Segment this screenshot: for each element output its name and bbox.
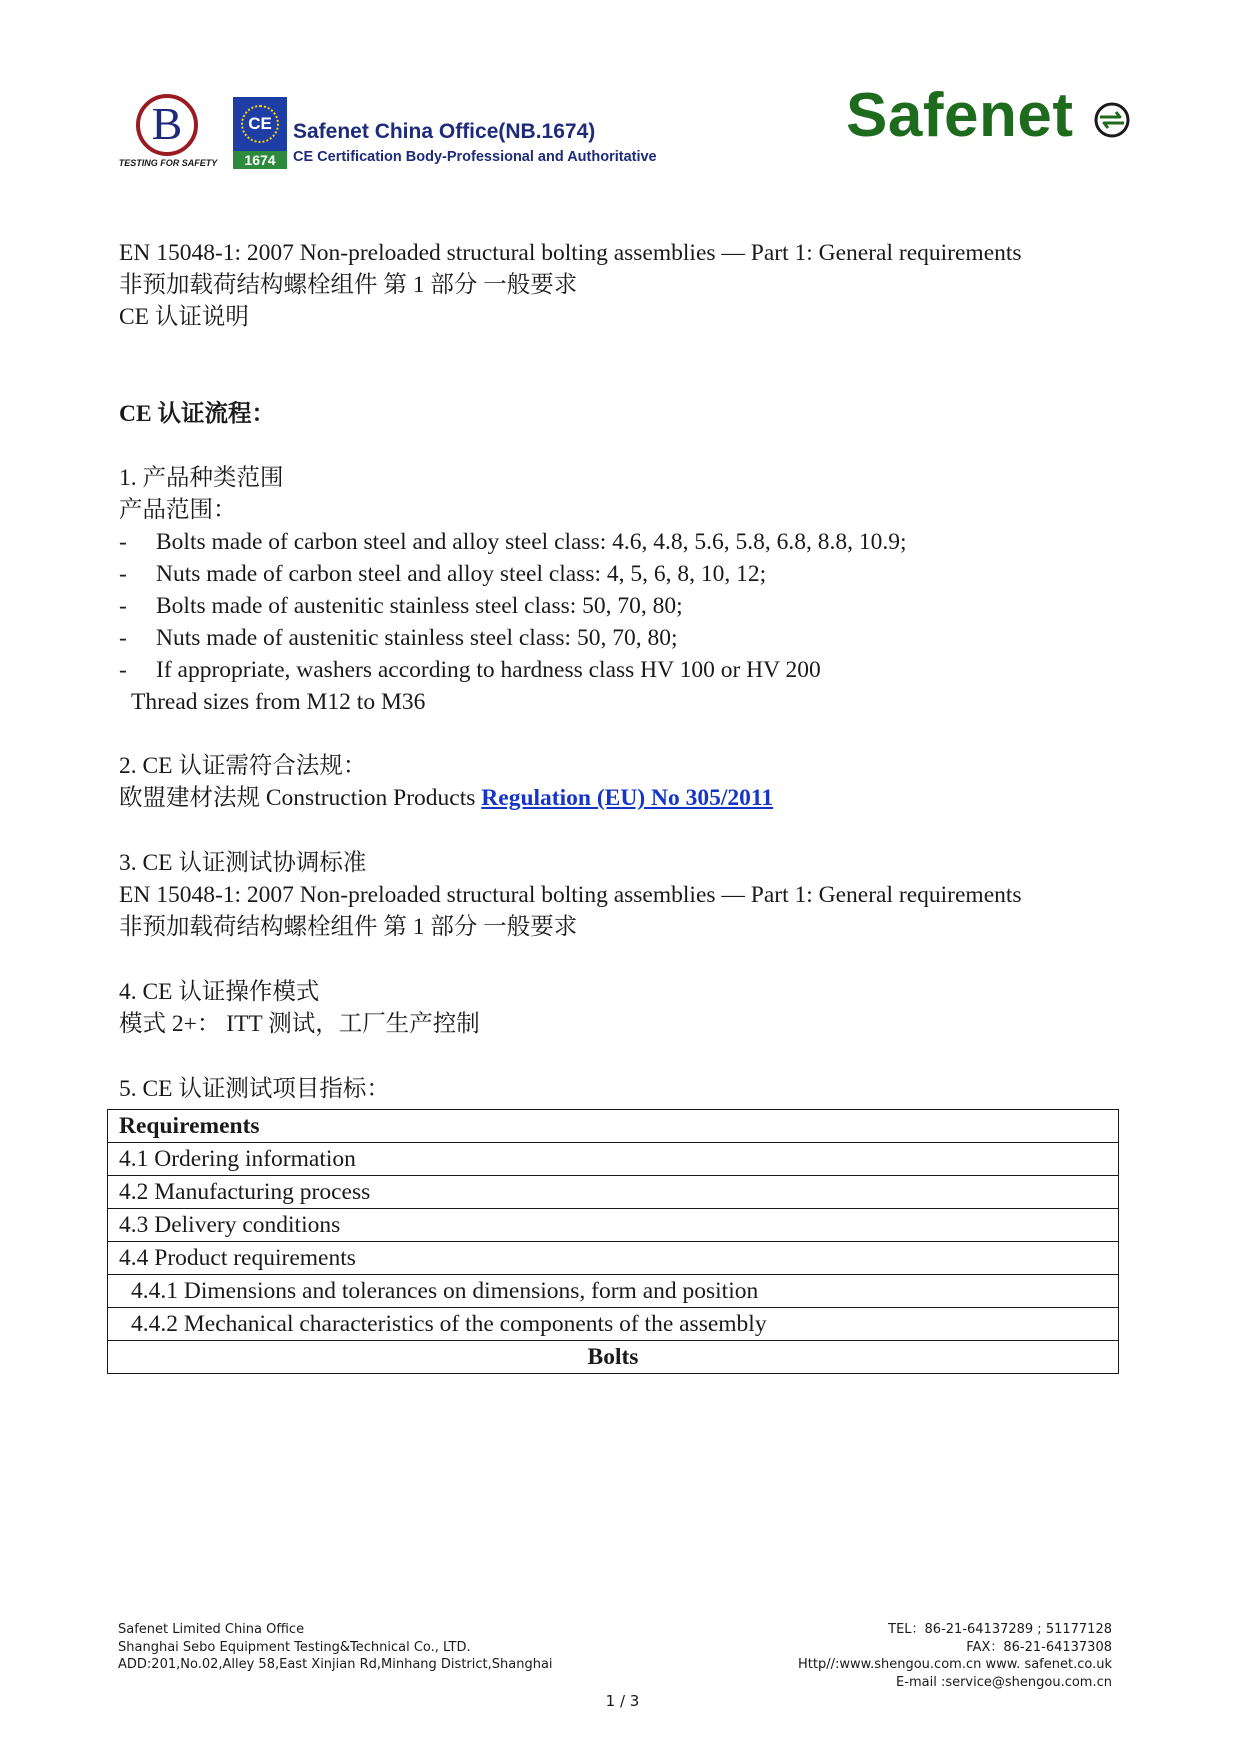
table-row [108, 1209, 1119, 1242]
list-item-text: Nuts made of austenitic stainless steel class: 50, 70, 80; [156, 625, 678, 651]
testing-for-safety-logo [118, 94, 218, 174]
circle-arrow-icon [1092, 100, 1132, 140]
table-cell: 4.2 Manufacturing process [108, 1176, 1119, 1209]
table-header: Requirements [108, 1110, 1119, 1143]
doc-subject: CE 认证说明 [119, 304, 249, 330]
logo-caption: TESTING FOR SAFETY [118, 158, 218, 168]
table-row [108, 1308, 1119, 1341]
regulation-line [119, 782, 773, 815]
footer-company-name: Safenet Limited China Office [118, 1622, 305, 1637]
table-row [108, 1176, 1119, 1209]
table-cell: 4.4.1 Dimensions and tolerances on dimensions, form and position [108, 1275, 1119, 1308]
list-item-text: Nuts made of carbon steel and alloy steel class: 4, 5, 6, 8, 10, 12; [156, 561, 767, 587]
footer-contact-info [798, 1621, 1112, 1691]
harmonised-standard-en: EN 15048-1: 2007 Non-preloaded structural bolting assemblies — Part 1: General requirements [119, 882, 1022, 908]
section-1-subtitle: 产品范围： [119, 497, 237, 523]
footer-websites: Http//:www.shengou.com.cn www. safenet.co.uk [798, 1657, 1112, 1672]
table-row [108, 1275, 1119, 1308]
list-item-text: If appropriate, washers according to hardness class HV 100 or HV 200 [156, 657, 821, 683]
section-4-title: 4. CE 认证操作模式 [119, 979, 320, 1005]
office-subtitle: CE Certification Body-Professional and Authoritative [293, 149, 657, 165]
table-subheader-row [108, 1341, 1119, 1374]
footer-fax: FAX：86-21-64137308 [966, 1639, 1112, 1655]
standard-title-en: EN 15048-1: 2007 Non-preloaded structural bolting assemblies — Part 1: General requirements [119, 240, 1022, 266]
table-cell: 4.3 Delivery conditions [108, 1209, 1119, 1242]
thread-sizes: Thread sizes from M12 to M36 [131, 689, 426, 715]
section-2-title: 2. CE 认证需符合法规： [119, 753, 367, 779]
table-cell: 4.4 Product requirements [108, 1242, 1119, 1275]
bullet: - [119, 625, 127, 651]
logo-letter: B [151, 98, 183, 149]
footer-company-info [118, 1621, 553, 1674]
requirements-table [107, 1109, 1119, 1374]
office-title: Safenet China Office(NB.1674) [293, 120, 596, 143]
bullet: - [119, 529, 127, 555]
section-3-title: 3. CE 认证测试协调标准 [119, 850, 367, 876]
section-1-title: 1. 产品种类范围 [119, 465, 284, 491]
table-header-row [108, 1110, 1119, 1143]
eu-flag [233, 97, 287, 151]
bullet: - [119, 561, 127, 587]
table-cell: 4.1 Ordering information [108, 1143, 1119, 1176]
page-number: 1 / 3 [605, 1692, 640, 1710]
brand-wordmark: Safenet [846, 81, 1074, 150]
regulation-prefix: 欧盟建材法规 Construction Products [119, 785, 482, 811]
table-row [108, 1242, 1119, 1275]
bullet: - [119, 593, 127, 619]
process-heading: CE 认证流程： [119, 401, 276, 427]
footer-address: ADD:201,No.02,Alley 58,East Xinjian Rd,Minhang District,Shanghai [118, 1657, 553, 1672]
harmonised-standard-cn: 非预加载荷结构螺栓组件 第 1 部分 一般要求 [119, 914, 578, 940]
notified-body-number: 1674 [233, 151, 287, 169]
section-5-title: 5. CE 认证测试项目指标： [119, 1076, 390, 1102]
ce-mark: CE [248, 114, 272, 133]
ce-notified-body-logo [233, 97, 287, 169]
list-item-text: Bolts made of austenitic stainless steel class: 50, 70, 80; [156, 593, 683, 619]
footer-email: E-mail :service@shengou.com.cn [896, 1674, 1112, 1690]
operation-mode: 模式 2+： ITT 测试，工厂生产控制 [119, 1011, 480, 1037]
standard-title-cn: 非预加载荷结构螺栓组件 第 1 部分 一般要求 [119, 272, 578, 298]
table-row [108, 1143, 1119, 1176]
table-subheader: Bolts [108, 1341, 1119, 1374]
regulation-link[interactable]: Regulation (EU) No 305/2011 [481, 785, 774, 811]
list-item-text: Bolts made of carbon steel and alloy steel class: 4.6, 4.8, 5.6, 5.8, 6.8, 8.8, 10.9; [156, 529, 907, 555]
table-cell: 4.4.2 Mechanical characteristics of the components of the assembly [108, 1308, 1119, 1341]
footer-tel: TEL：86-21-64137289 ; 51177128 [888, 1622, 1112, 1637]
page-header [0, 0, 1245, 190]
footer-company-legal: Shanghai Sebo Equipment Testing&Technical Co., LTD. [118, 1639, 471, 1655]
bullet: - [119, 657, 127, 683]
